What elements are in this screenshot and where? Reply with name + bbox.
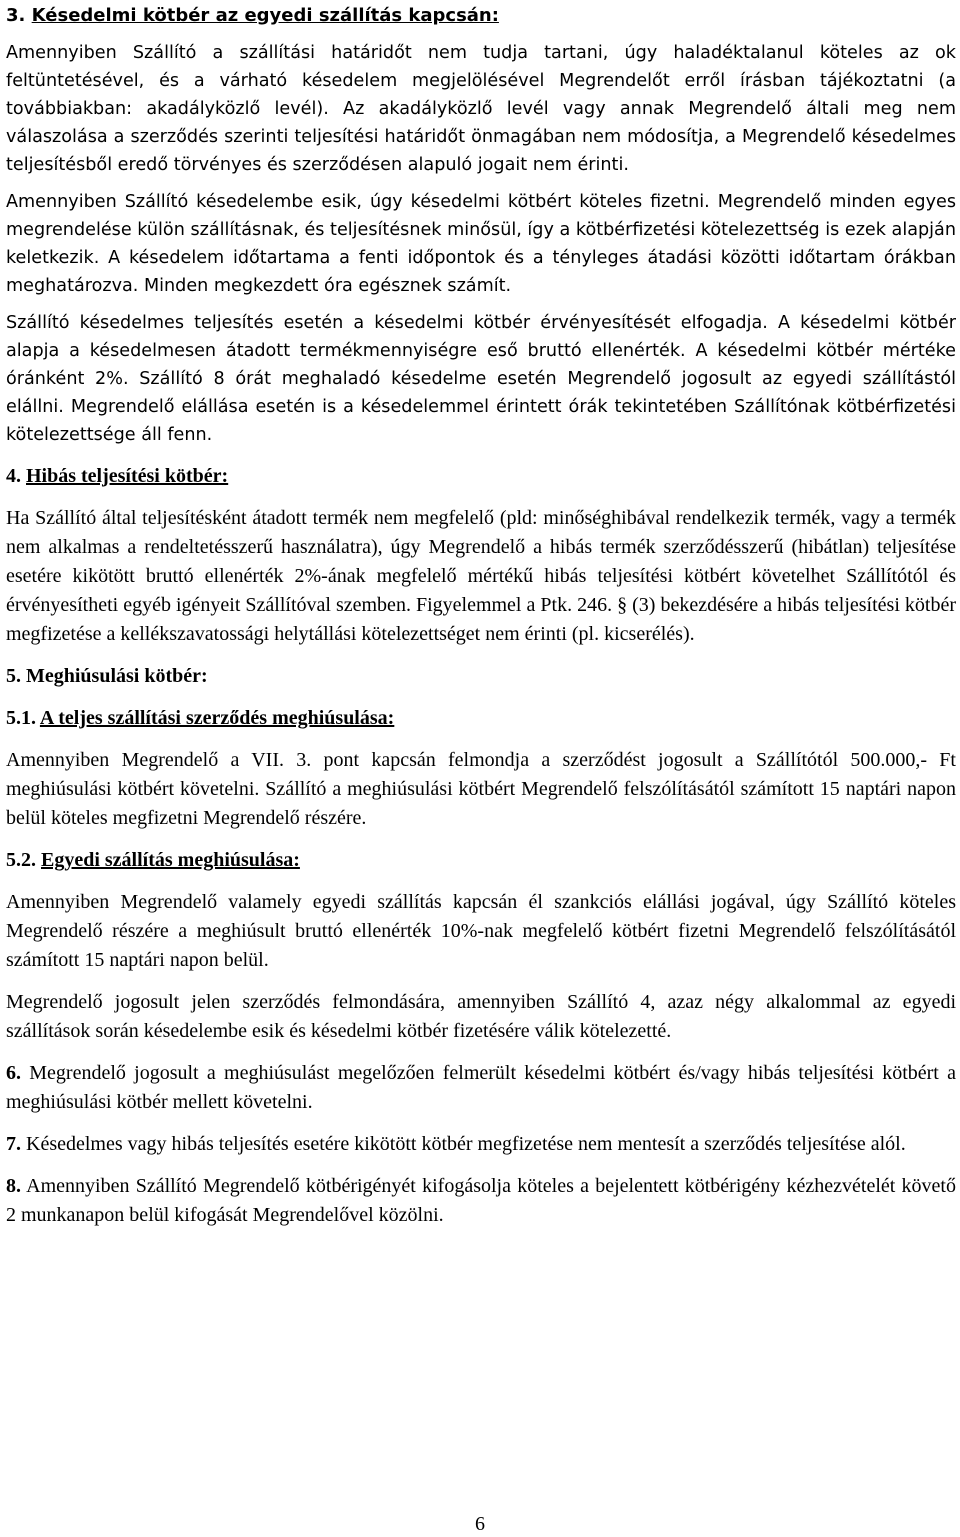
section-5-heading: 5. Meghiúsulási kötbér: [6, 665, 208, 687]
section-5-2-title: Egyedi szállítás meghiúsulása: [41, 849, 300, 871]
section-7-number: 7. [6, 1133, 21, 1155]
section-7-paragraph [6, 1130, 956, 1159]
section-4-number: 4. [6, 465, 21, 487]
section-5-1-number: 5.1. [6, 707, 36, 729]
section-5-1-paragraph: Amennyiben Megrendelő a VII. 3. pont kapcsán felmondja a szerződést jogosult a Szállítótól 500.000,- Ft meghiúsulási kötbért követelni. Szállító a meghiúsulási kötbért Megrendelő felszólításától számított 15 naptári napon belül köteles megfizetni Megrendelő részére. [6, 749, 956, 829]
section-8-paragraph [6, 1172, 956, 1230]
section-8-number: 8. [6, 1175, 21, 1197]
section-4-title: Hibás teljesítési kötbér: [26, 465, 229, 487]
section-5-2-number: 5.2. [6, 849, 36, 871]
document-page [6, 0, 956, 1230]
section-8-text: Amennyiben Szállító Megrendelő kötbérigényét kifogásolja köteles a bejelentett kötbérigény kézhezvételét követő 2 munkanapon belül kifogását Megrendelővel közölni. [6, 1175, 956, 1226]
section-7-text: Késedelmes vagy hibás teljesítés esetére kikötött kötbér megfizetése nem mentesít a szerződés teljesítése alól. [26, 1133, 906, 1155]
section-5-2-paragraph-2: Megrendelő jogosult jelen szerződés felmondására, amennyiben Szállító 4, azaz négy alkalommal az egyedi szállítások során késedelembe esik és késedelmi kötbér fizetésére válik kötelezetté. [6, 991, 956, 1042]
section-6-text: Megrendelő jogosult a meghiúsulást megelőzően felmerült késedelmi kötbért és/vagy hibás teljesítési kötbért a meghiúsulási kötbér mellett követelni. [6, 1062, 956, 1113]
section-4-heading [6, 462, 956, 491]
section-3-number: 3. [6, 5, 26, 26]
section-3-paragraph-2: Amennyiben Szállító késedelembe esik, úgy késedelmi kötbért köteles fizetni. Megrendelő minden egyes megrendelése külön szállításnak, és teljesítésnek minősül, így a kötbérfizetési kötelezettség is ezek alapján keletkezik. A késedelem időtartama a fenti időpontok és a tényleges átadási közötti időtartam órákban meghatározva. Minden megkezdett óra egésznek számít. [6, 192, 956, 296]
section-3-title: Késedelmi kötbér az egyedi szállítás kapcsán: [31, 5, 499, 26]
section-3-paragraph-3: Szállító késedelmes teljesítés esetén a késedelmi kötbér érvényesítését elfogadja. A késedelmi kötbér alapja a késedelmesen átadott termékmennyiségre eső bruttó ellenérték. A késedelmi kötbér mértéke óránként 2%. Szállító 8 órát meghaladó késedelme esetén Megrendelő jogosult az egyedi szállítástól elállni. Megrendelő elállása esetén is a késedelemmel érintett órák tekintetében Szállítónak kötbérfizetési kötelezettsége áll fenn. [6, 313, 956, 445]
page-number: 6 [475, 1513, 485, 1535]
section-4-paragraph: Ha Szállító által teljesítésként átadott termék nem megfelelő (pld: minőséghibával rendelkezik termék, vagy a termék nem alkalmas a rendeltetésszerű használatra), úgy Megrendelő a hibás termék szerződésszerű (hibátlan) teljesítése esetére kikötött bruttó ellenérték 2%-ának megfelelő mértékű hibás teljesítési kötbért követelhet Szállítótól és érvényesítheti egyéb igényeit Szállítóval szemben. Figyelemmel a Ptk. 246. § (3) bekezdésére a hibás teljesítési kötbér megfizetése a kellékszavatossági helytállási kötelezettséget nem érinti (pl. kicserélés). [6, 507, 956, 645]
section-3-heading [6, 2, 956, 30]
section-5-2-heading [6, 846, 956, 875]
section-5-2-paragraph-1: Amennyiben Megrendelő valamely egyedi szállítás kapcsán él szankciós elállási jogával, úgy Szállító köteles Megrendelő részére a meghiúsult bruttó ellenérték 10%-nak megfelelő kötbért fizetni Megrendelő felszólításától számított 15 naptári napon belül. [6, 891, 956, 971]
section-3-paragraph-1: Amennyiben Szállító a szállítási határidőt nem tudja tartani, úgy haladéktalanul köteles az ok feltüntetésével, és a várható késedelem megjelölésével Megrendelőt erről írásban tájékoztatni (a továbbiakban: akadályközlő levél). Az akadályközlő levél vagy annak Megrendelő általi meg nem válaszolása a szerződés szerinti teljesítési határidőt önmagában nem módosítja, a Megrendelő késedelmes teljesítésből eredő törvényes és szerződésen alapuló jogait nem érinti. [6, 43, 956, 175]
section-5-1-heading [6, 704, 956, 733]
section-6-paragraph [6, 1059, 956, 1117]
section-6-number: 6. [6, 1062, 21, 1084]
section-5-1-title: A teljes szállítási szerződés meghiúsulása: [39, 707, 395, 729]
